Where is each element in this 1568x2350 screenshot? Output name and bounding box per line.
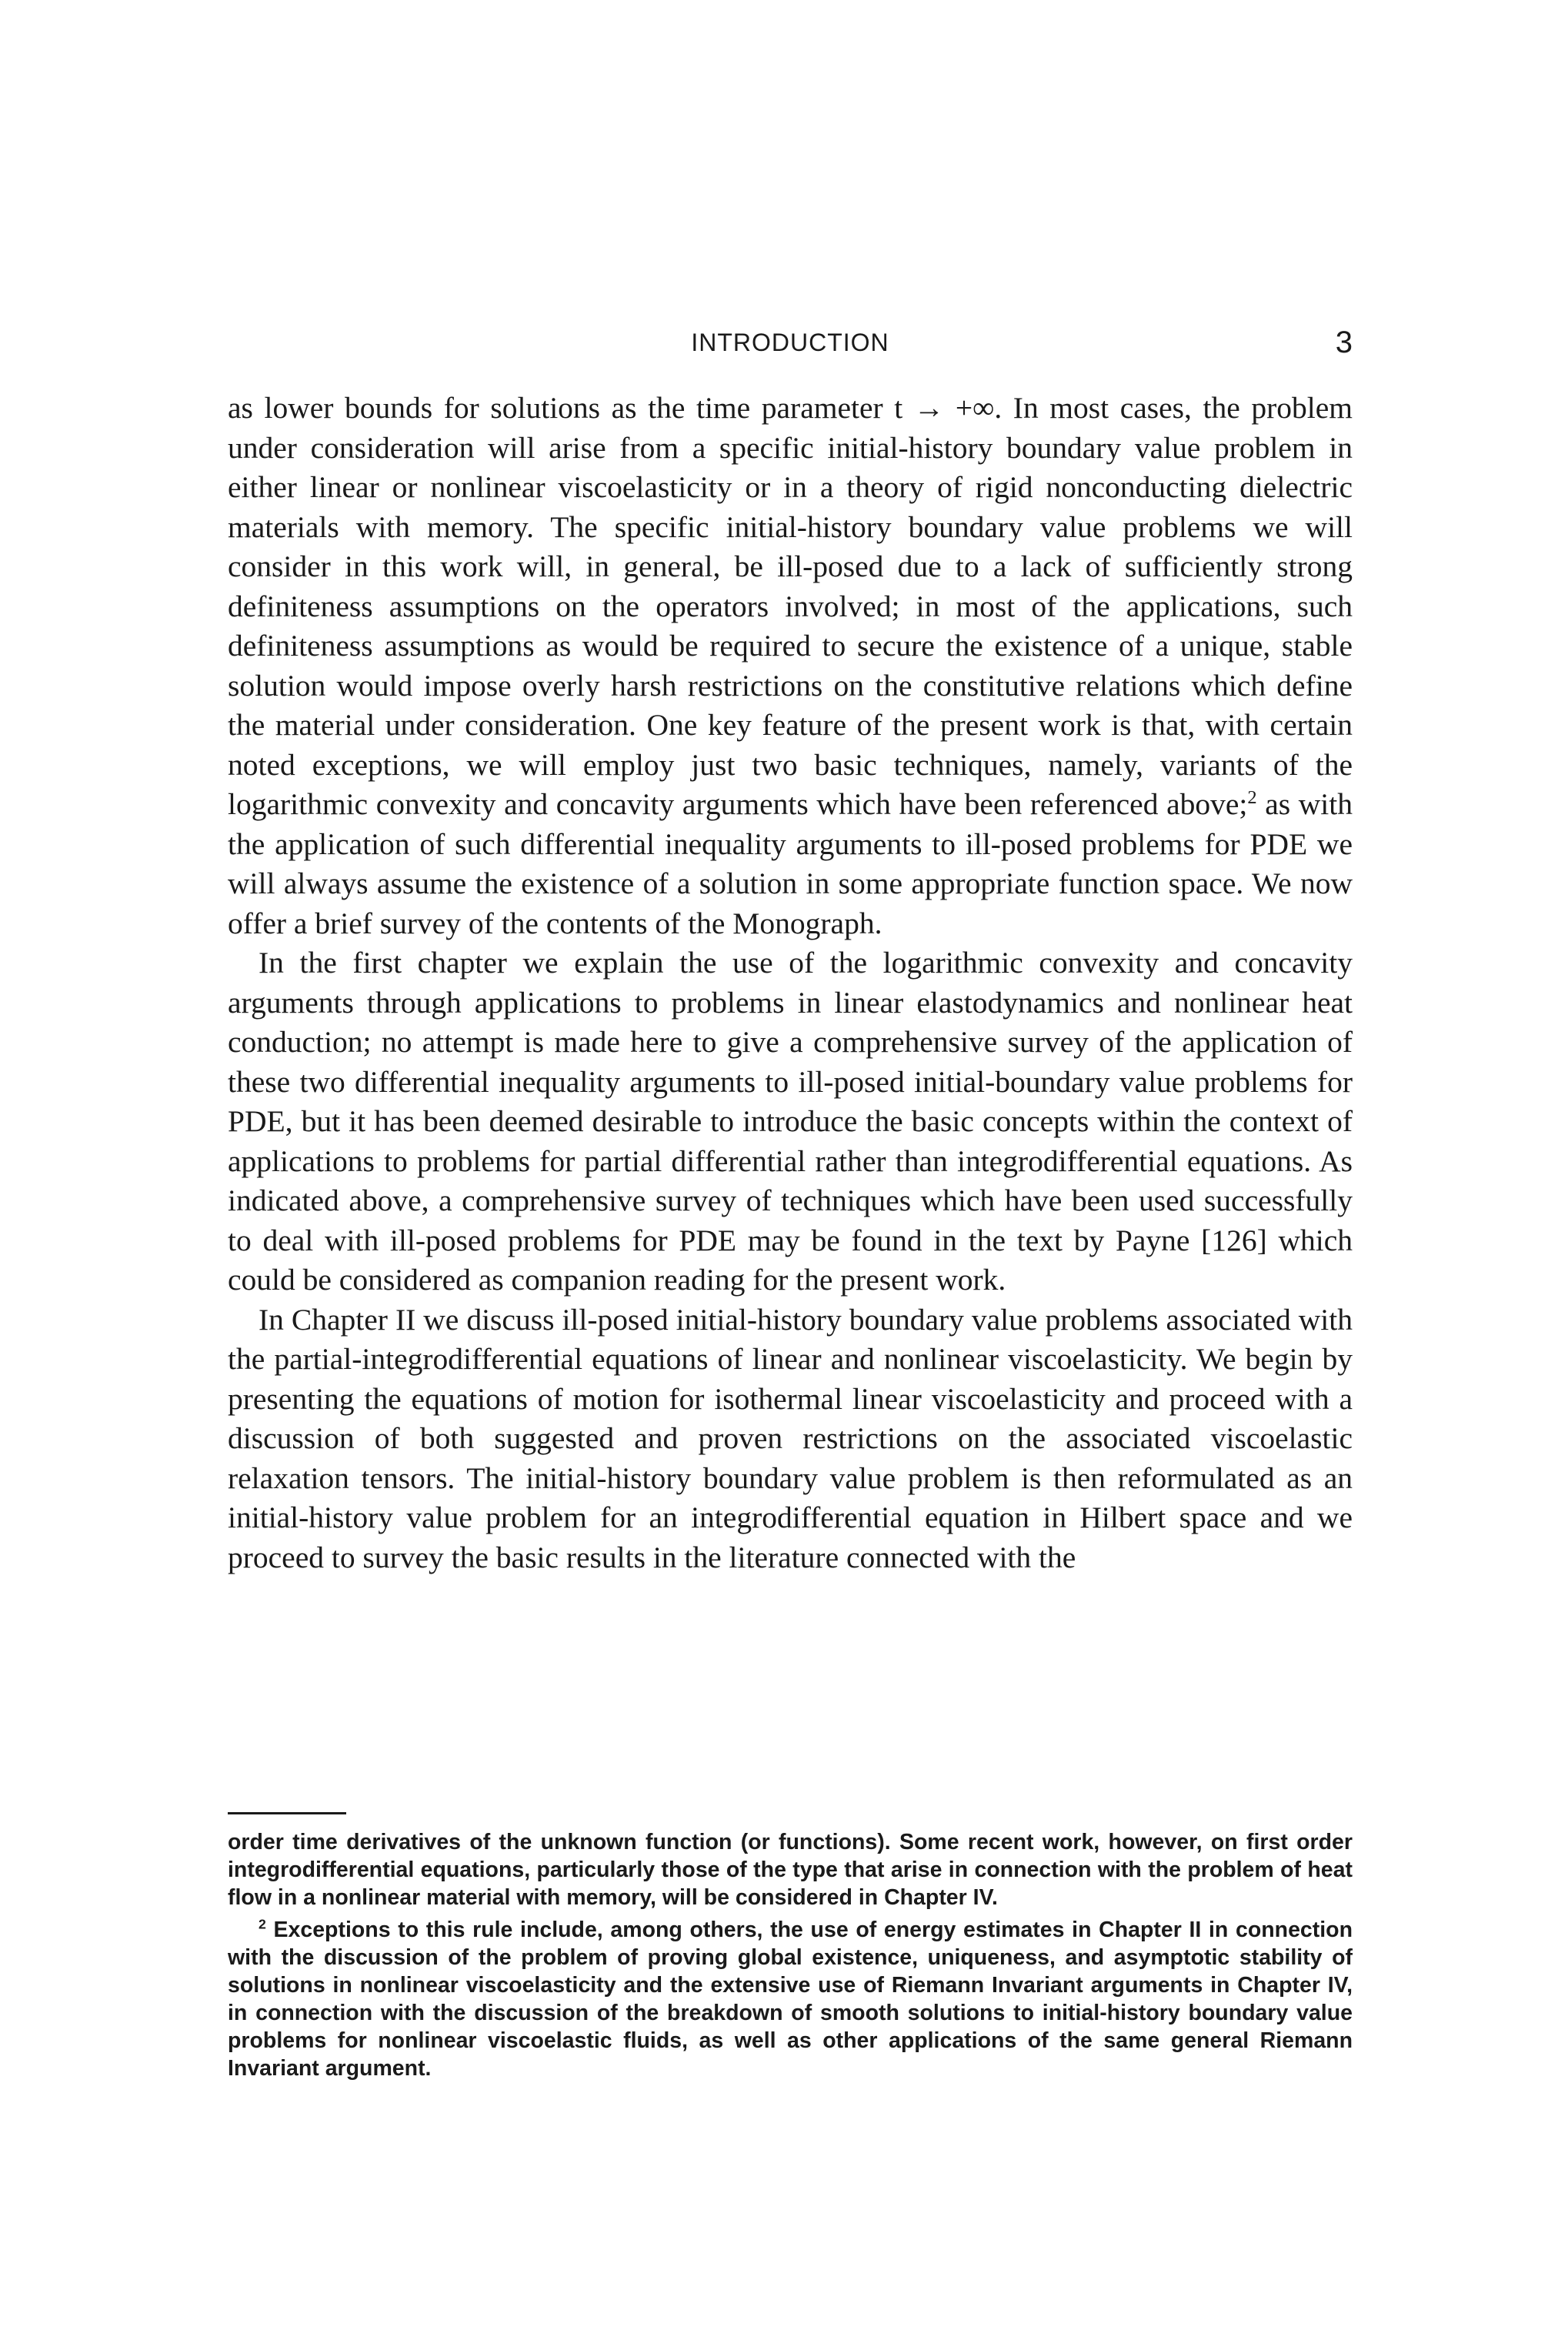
paragraph-text-1: as lower bounds for solutions as the time parameter t → +∞. In most cases, the problem under consideration will arise from a specific initial-history boundary value problem in either linear or nonlinear viscoelasticity or in a theory of rigid nonconducting dielectric materials with memory. The specific initial-history boundary value problems we will consider in this work will, in general, be ill-posed due to a lack of sufficiently strong definiteness assumptions on the operators involved; in most of the applications, such definiteness assumptions as would be required to secure the existence of a unique, stable solution would impose overly harsh restrictions on the constitutive relations which define the material under consideration. One key feature of the present work is that, with certain noted exceptions, we will employ just two basic techniques, namely, variants of the logarithmic convexity and concavity arguments which have been referenced above; — [228, 391, 1353, 821]
paragraph-continuation — [228, 389, 1353, 943]
footnote-2 — [228, 1916, 1353, 2082]
running-title: INTRODUCTION — [691, 329, 889, 356]
paragraph-text-1b: as with the application of such differential inequality arguments to ill-posed problems for PDE we will always assume the existence of a solution in some appropriate function space. We now offer a brief survey of the contents of the Monograph. — [228, 787, 1353, 940]
footnote-2-text: Exceptions to this rule include, among others, the use of energy estimates in Chapter II in connection with the discussion of the problem of proving global existence, uniqueness, and asymptotic stability of solutions in nonlinear viscoelasticity and the extensive use of Riemann Invariant arguments in Chapter IV, in connection with the discussion of the breakdown of smooth solutions to initial-history boundary value problems for nonlinear viscoelastic fluids, as well as other applications of the same general Riemann Invariant argument. — [228, 1918, 1353, 2081]
running-head — [228, 322, 1353, 363]
paragraph-chapter-one: In the first chapter we explain the use of the logarithmic convexity and concavity arguments through applications to problems in linear elastodynamics and nonlinear heat conduction; no attempt is made here to give a comprehensive survey of the application of these two differential inequality arguments to ill-posed initial-boundary value problems for PDE, but it has been deemed desirable to introduce the basic concepts within the context of applications to problems for partial differential rather than integrodifferential equations. As indicated above, a comprehensive survey of techniques which have been used successfully to deal with ill-posed problems for PDE may be found in the text by Payne [126] which could be considered as companion reading for the present work. — [228, 946, 1353, 1297]
footnote-reference: 2 — [1247, 786, 1257, 808]
footnotes — [228, 1828, 1353, 2082]
paragraph-chapter-two: In Chapter II we discuss ill-posed initial-history boundary value problems associated with the partial-integrodifferential equations of linear and nonlinear viscoelasticity. We begin by presenting the equations of motion for isothermal linear viscoelasticity and proceed with a discussion of both suggested and proven restrictions on the associated viscoelastic relaxation tensors. The initial-history boundary value problem is then reformulated as an initial-history value problem for an integrodifferential equation in Hilbert space and we proceed to survey the basic results in the literature connected with the — [228, 1302, 1353, 1574]
footnote-divider — [228, 1812, 346, 1814]
body-text — [228, 389, 1353, 1577]
footnote-marker: 2 — [259, 1916, 266, 1932]
page-number: 3 — [1335, 325, 1353, 359]
footnote-continuation: order time derivatives of the unknown function (or functions). Some recent work, however, on first order integrodifferential equations, particularly those of the type that arise in connection with the problem of heat flow in a nonlinear material with memory, will be considered in Chapter IV. — [228, 1830, 1353, 1910]
